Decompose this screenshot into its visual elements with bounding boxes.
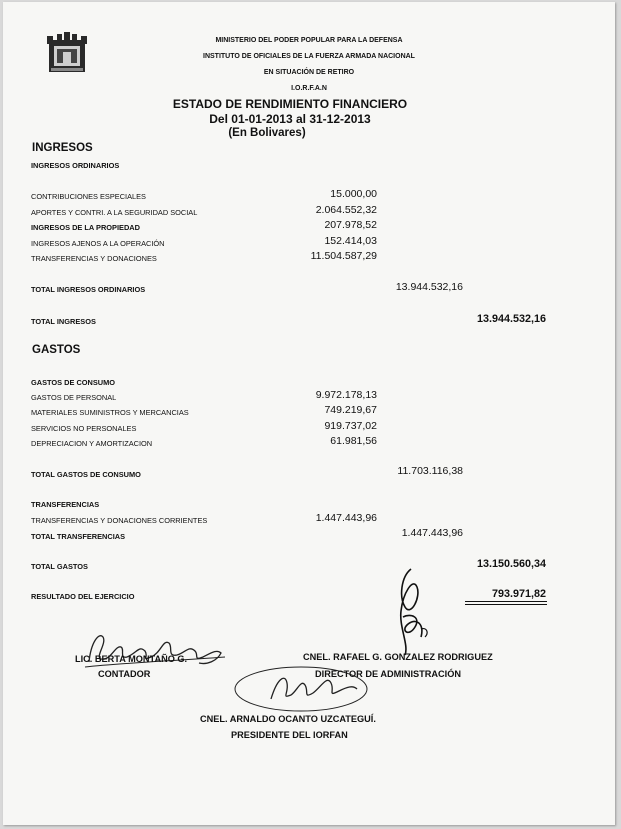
gasto-value: 919.737,02 [324,420,377,432]
total-gastos-consumo-value: 11.703.116,38 [397,465,463,477]
presidente-signature-icon [231,659,381,719]
document-title: ESTADO DE RENDIMIENTO FINANCIERO [172,97,408,111]
contador-signature-icon [81,627,231,672]
transferencias-heading: TRANSFERENCIAS [31,500,100,509]
transferencia-label: TRANSFERENCIAS Y DONACIONES CORRIENTES [31,516,208,525]
gasto-value: 749.219,67 [324,404,377,416]
gasto-value: 9.972.178,13 [315,389,377,401]
gasto-label: MATERIALES SUMINISTROS Y MERCANCIAS [31,408,189,417]
ingreso-label: TRANSFERENCIAS Y DONACIONES [31,254,157,263]
ingresos-ordinarios-heading: INGRESOS ORDINARIOS [31,161,120,170]
gasto-value: 61.981,56 [330,435,377,447]
director-name: CNEL. RAFAEL G. GONZALEZ RODRIGUEZ [303,652,493,662]
contador-role: CONTADOR [98,669,151,679]
gasto-label: GASTOS DE PERSONAL [31,393,117,402]
ministry-line: MINISTERIO DEL PODER POPULAR PARA LA DEFENSA [215,37,403,44]
ingreso-label: CONTRIBUCIONES ESPECIALES [31,192,146,201]
double-underline-bottom [465,604,547,605]
ingreso-label: APORTES Y CONTRI. A LA SEGURIDAD SOCIAL [31,208,198,217]
ingreso-value: 15.000,00 [330,188,377,200]
total-gastos-consumo-label: TOTAL GASTOS DE CONSUMO [31,470,141,479]
ingreso-label: INGRESOS DE LA PROPIEDAD [31,223,140,232]
ingreso-value: 2.064.552,32 [315,204,377,216]
status-line: EN SITUACIÓN DE RETIRO [263,69,355,76]
ingresos-heading: INGRESOS [32,142,93,154]
transferencia-value: 1.447.443,96 [315,512,377,524]
total-gastos-value: 13.150.560,34 [476,558,546,570]
director-signature-icon [381,567,441,657]
total-transferencias-label: TOTAL TRANSFERENCIAS [31,532,126,541]
gasto-label: DEPRECIACION Y AMORTIZACION [31,439,153,448]
total-ingresos-ordinarios-label: TOTAL INGRESOS ORDINARIOS [31,285,146,294]
presidente-name: CNEL. ARNALDO OCANTO UZCATEGUÍ. [200,714,376,724]
double-underline-top [465,601,547,602]
acronym-line: I.O.R.F.A.N [291,85,327,92]
currency-line: (En Bolivares) [228,127,306,139]
director-role: DIRECTOR DE ADMINISTRACIÓN [315,669,461,679]
presidente-role: PRESIDENTE DEL IORFAN [231,730,348,740]
total-gastos-label: TOTAL GASTOS [31,562,88,571]
ingreso-value: 152.414,03 [324,235,377,247]
total-ingresos-ordinarios-value: 13.944.532,16 [395,281,463,293]
gastos-heading: GASTOS [32,344,81,356]
ingreso-value: 11.504.587,29 [310,250,377,262]
gastos-consumo-heading: GASTOS DE CONSUMO [31,378,116,387]
gasto-label: SERVICIOS NO PERSONALES [31,424,137,433]
resultado-label: RESULTADO DEL EJERCICIO [31,592,135,601]
total-ingresos-value: 13.944.532,16 [476,313,546,325]
contador-name: LIC. BERTA MONTAÑO G. [75,654,188,664]
total-transferencias-value: 1.447.443,96 [401,527,463,539]
total-ingresos-label: TOTAL INGRESOS [31,317,96,326]
ingreso-label: INGRESOS AJENOS A LA OPERACIÓN [31,239,165,248]
ingreso-value: 207.978,52 [324,219,377,231]
document-page [3,2,615,825]
resultado-value: 793.971,82 [491,588,546,600]
period-line: Del 01-01-2013 al 31-12-2013 [209,112,371,126]
institute-line: INSTITUTO DE OFICIALES DE LA FUERZA ARMADA NACIONAL [203,53,415,60]
